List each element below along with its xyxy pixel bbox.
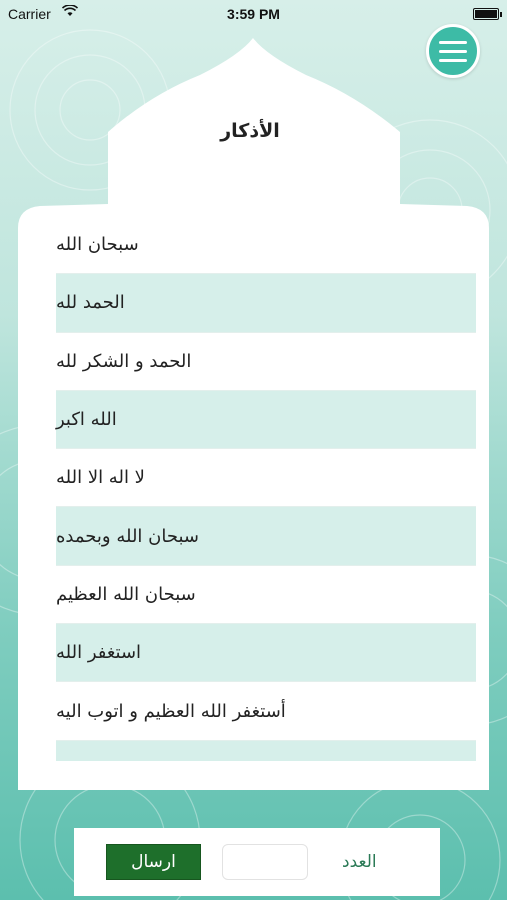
list-item[interactable]: الله اكبر [56, 391, 476, 449]
list-item[interactable]: الحمد لله [56, 274, 476, 332]
list-item[interactable]: سبحان الله وبحمده [56, 507, 476, 565]
page-title: الأذكار [220, 120, 280, 142]
list-item[interactable] [56, 741, 476, 761]
list-item[interactable]: استغفر الله [56, 624, 476, 682]
count-input[interactable] [222, 844, 308, 880]
list-item[interactable]: لا اله الا الله [56, 449, 476, 507]
count-label: العدد [342, 852, 377, 872]
list-item[interactable]: سبحان الله [56, 216, 476, 274]
list-item[interactable]: سبحان الله العظيم [56, 566, 476, 624]
adhkar-list [56, 216, 476, 761]
list-item[interactable]: الحمد و الشكر لله [56, 333, 476, 391]
counter-bar [74, 828, 440, 896]
clock: 3:59 PM [227, 6, 280, 22]
send-button[interactable]: ارسال [106, 844, 201, 880]
carrier-label: Carrier [8, 6, 51, 22]
list-item[interactable]: أستغفر الله العظيم و اتوب اليه [56, 682, 476, 740]
